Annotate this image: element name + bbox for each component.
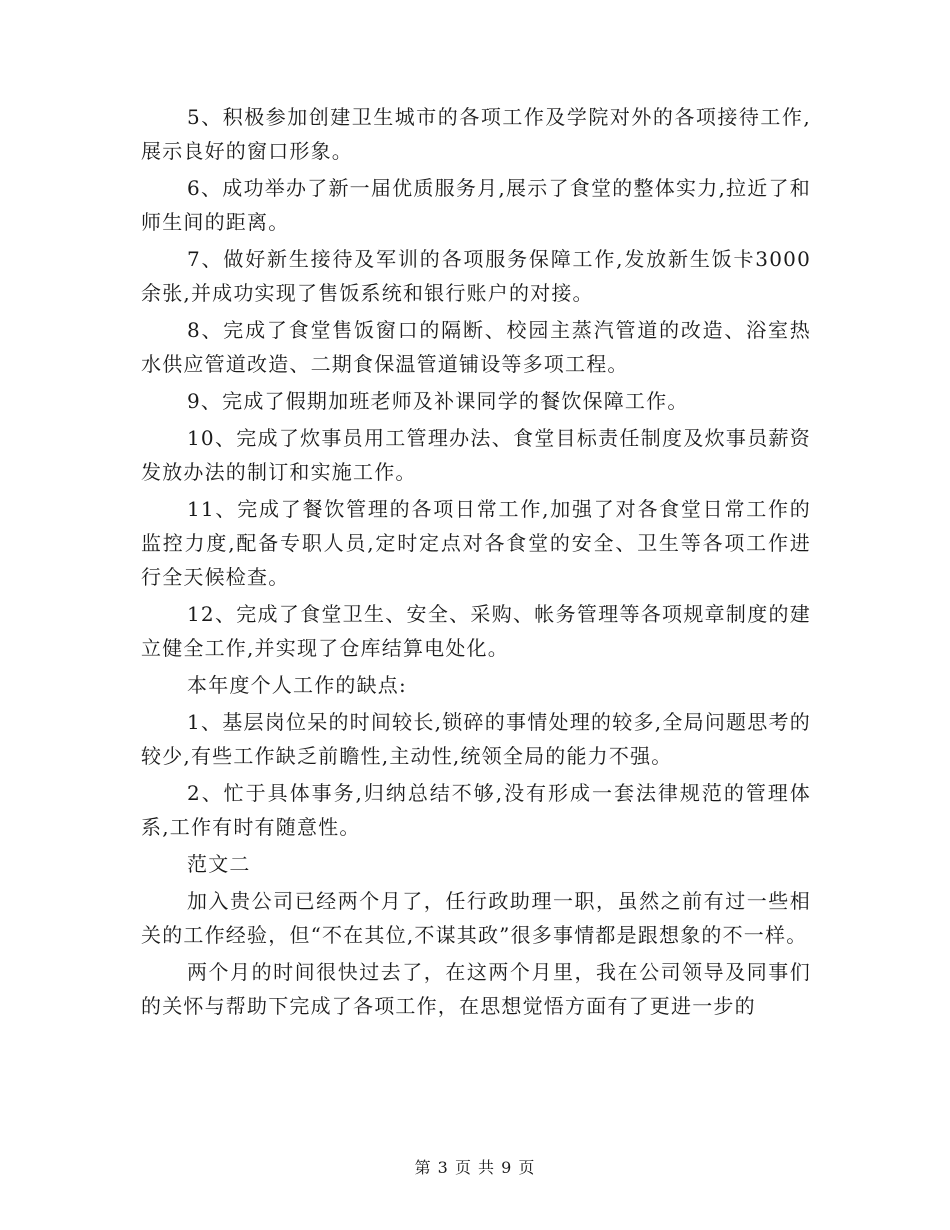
paragraph: 两个月的时间很快过去了，在这两个月里，我在公司领导及同事们的关怀与帮助下完成了各项工作，在思想觉悟方面有了更进一步的 [141, 960, 811, 1018]
paragraph: 8、完成了食堂售饭窗口的隔断、校园主蒸汽管道的改造、浴室热水供应管道改造、二期食保温管道铺设等多项工程。 [141, 318, 811, 376]
paragraph: 10、完成了炊事员用工管理办法、食堂目标责任制度及炊事员薪资发放办法的制订和实施工作。 [141, 426, 811, 484]
paragraph: 12、完成了食堂卫生、安全、采购、帐务管理等各项规章制度的建立健全工作,并实现了仓库结算电处化。 [141, 602, 811, 660]
paragraph: 9、完成了假期加班老师及补课同学的餐饮保障工作。 [187, 389, 689, 413]
paragraph: 2、忙于具体事务,归纳总结不够,没有形成一套法律规范的管理体系,工作有时有随意性。 [141, 781, 811, 839]
section-heading: 本年度个人工作的缺点: [187, 673, 407, 697]
paragraph: 5、积极参加创建卫生城市的各项工作及学院对外的各项接待工作,展示良好的窗口形象。 [141, 105, 811, 163]
paragraph: 11、完成了餐饮管理的各项日常工作,加强了对各食堂日常工作的监控力度,配备专职人员,定时定点对各食堂的安全、卫生等各项工作进行全天候检查。 [141, 497, 811, 589]
paragraph: 6、成功举办了新一届优质服务月,展示了食堂的整体实力,拉近了和师生间的距离。 [141, 176, 811, 234]
paragraph: 加入贵公司已经两个月了，任行政助理一职，虽然之前有过一些相关的工作经验，但“不在其位,不谋其政”很多事情都是跟想象的不一样。 [141, 889, 811, 947]
paragraph: 7、做好新生接待及军训的各项服务保障工作,发放新生饭卡3000余张,并成功实现了售饭系统和银行账户的对接。 [141, 247, 811, 305]
paragraph: 1、基层岗位呆的时间较长,锁碎的事情处理的较多,全局问题思考的较少,有些工作缺乏前瞻性,主动性,统领全局的能力不强。 [141, 710, 811, 768]
document-body [141, 100, 811, 1026]
page-number-footer: 第 3 页 共 9 页 [414, 1158, 536, 1177]
section-heading: 范文二 [187, 852, 251, 876]
